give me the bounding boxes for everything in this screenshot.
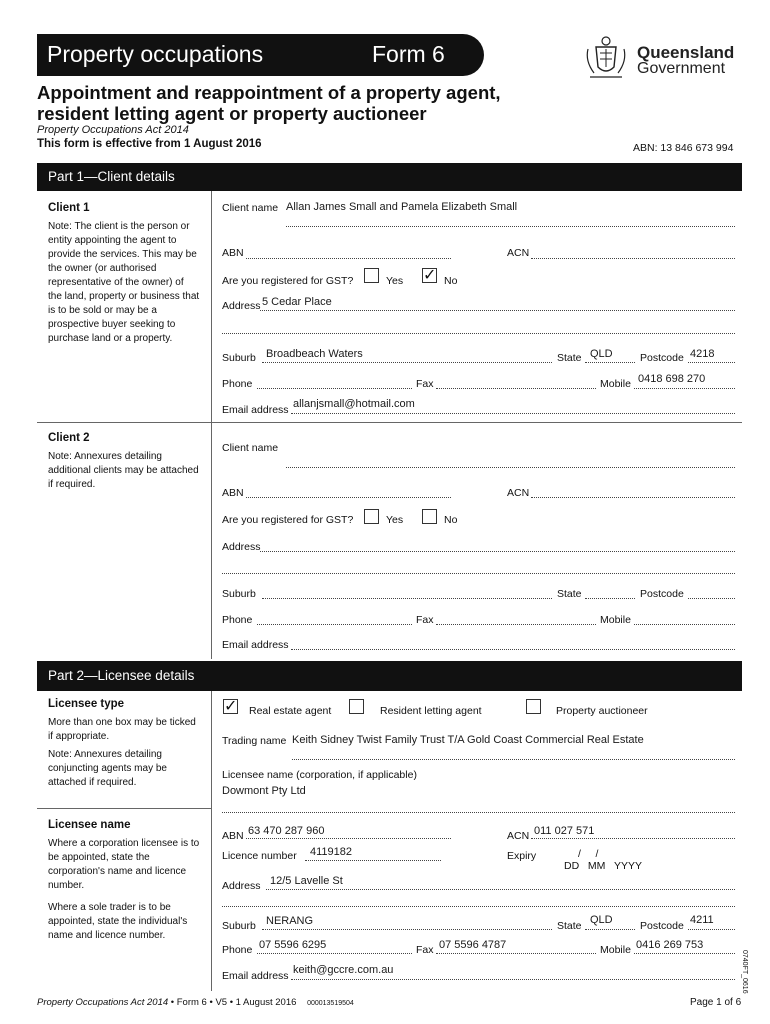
client1-address-line2	[222, 333, 735, 334]
client2-name-line[interactable]	[286, 467, 735, 468]
licensee-fax-label: Fax	[416, 944, 434, 956]
page-number: Page 1 of 6	[690, 997, 742, 1008]
licensee-acn-label: ACN	[507, 830, 530, 842]
effective-date: This form is effective from 1 August 2016	[37, 138, 262, 150]
trading-name-label: Trading name	[222, 735, 287, 747]
client1-sidebar: Client 1 Note: The client is the person or entity appointing the agent to provide the services. This may be the owner (or authorised representative of the owner) of the land, property or business that is to be sold or may be a prospective buyer seeking to purchase land or a property.	[48, 202, 200, 344]
licensee-acn-line	[531, 838, 735, 839]
client1-acn-label: ACN	[507, 247, 530, 259]
client1-mobile-value[interactable]: 0418 698 270	[638, 373, 706, 385]
client1-email-label: Email address	[222, 404, 289, 416]
client1-email-line	[291, 413, 735, 414]
footer-barcode-number: 000013519504	[307, 1000, 354, 1007]
trading-name-line	[292, 759, 735, 760]
licensee-email-line	[291, 979, 735, 980]
client2-phone-line[interactable]	[257, 624, 412, 625]
client1-phone-label: Phone	[222, 378, 253, 390]
licensee-type-sidebar: Licensee type More than one box may be ticked if appropriate. Note: Annexures detailing conjuncting agents may be attached if required.	[48, 698, 196, 788]
client1-suburb-label: Suburb	[222, 352, 256, 364]
licensee-phone-line	[257, 953, 412, 954]
form-number: Form 6	[372, 41, 445, 67]
client2-suburb-label: Suburb	[222, 588, 256, 600]
client1-name-line	[286, 226, 735, 227]
logo-government: Government	[637, 60, 726, 77]
client1-postcode-label: Postcode	[640, 352, 684, 364]
expiry-format: DD MM YYYY	[564, 860, 642, 872]
crest-icon	[582, 33, 630, 83]
client2-suburb-line[interactable]	[262, 598, 552, 599]
client2-state-line[interactable]	[585, 598, 635, 599]
licensee-phone-label: Phone	[222, 944, 253, 956]
licensee-email-label: Email address	[222, 970, 289, 982]
property-auctioneer-label: Property auctioneer	[556, 705, 648, 717]
client1-name-value[interactable]: Allan James Small and Pamela Elizabeth Small	[286, 201, 518, 213]
client1-gst-no-checkbox[interactable]: ✓	[423, 267, 437, 284]
client2-state-label: State	[557, 588, 582, 600]
licence-number-line	[305, 860, 441, 861]
client2-email-label: Email address	[222, 639, 289, 651]
licensee-name-sidebar: Licensee name Where a corporation licensee is to be appointed, state the corporation's name and licence number. Where a sole trader is to be appointed, state the individual's name and licence number.	[48, 819, 200, 941]
licensee-address-line2	[222, 906, 735, 907]
licensee-abn-line	[246, 838, 451, 839]
client2-gst-yes-checkbox[interactable]	[364, 509, 379, 524]
client2-acn-label: ACN	[507, 487, 530, 499]
licensee-abn-value[interactable]: 63 470 287 960	[248, 825, 325, 837]
client2-name-label: Client name	[222, 442, 279, 454]
client2-fax-line[interactable]	[436, 624, 596, 625]
client1-abn-label: ABN	[222, 247, 244, 259]
client1-fax-label: Fax	[416, 378, 434, 390]
licensee-postcode-value[interactable]: 4211	[690, 914, 714, 926]
expiry-label: Expiry	[507, 850, 537, 862]
client2-email-line[interactable]	[291, 649, 735, 650]
licensee-fax-value[interactable]: 07 5596 4787	[439, 939, 507, 951]
client2-address-label: Address	[222, 541, 261, 553]
expiry-date-input[interactable]: / /	[578, 848, 599, 860]
client2-abn-line[interactable]	[246, 497, 451, 498]
client-separator	[37, 422, 742, 423]
client1-name-label: Client name	[222, 202, 279, 214]
client1-state-line	[585, 362, 635, 363]
footer-info: • Form 6 • V5 • 1 August 2016	[170, 997, 297, 1008]
part1-heading: Part 1—Client details	[37, 163, 742, 191]
client1-email-value[interactable]: allanjsmall@hotmail.com	[293, 398, 415, 410]
licensee-postcode-label: Postcode	[640, 920, 684, 932]
client1-fax-line[interactable]	[436, 388, 596, 389]
client1-mobile-line	[634, 388, 735, 389]
client1-gst-yes-checkbox[interactable]	[364, 268, 379, 283]
licensee-address-line	[266, 889, 735, 890]
client1-postcode-value[interactable]: 4218	[690, 348, 715, 360]
client1-gst-yes-label: Yes	[386, 275, 404, 287]
client1-suburb-value[interactable]: Broadbeach Waters	[266, 348, 363, 360]
client1-mobile-label: Mobile	[600, 378, 631, 390]
client2-gst-no-checkbox[interactable]	[422, 509, 437, 524]
form-side-code: 0740FT_0616	[741, 950, 748, 994]
licensee-acn-value[interactable]: 011 027 571	[534, 825, 595, 837]
client2-mobile-label: Mobile	[600, 614, 631, 626]
logo-queensland: Queensland	[637, 43, 735, 62]
licensee-name-label: Licensee name (corporation, if applicable)	[222, 769, 417, 781]
licensee-mobile-line	[634, 953, 735, 954]
footer-act: Property Occupations Act 2014	[37, 997, 169, 1008]
client1-address-value[interactable]: 5 Cedar Place	[262, 296, 332, 308]
trading-name-value[interactable]: Keith Sidney Twist Family Trust T/A Gold Coast Commercial Real Estate	[292, 734, 644, 746]
licensee-name-value[interactable]: Dowmont Pty Ltd	[222, 785, 306, 797]
licence-number-value[interactable]: 4119182	[310, 846, 353, 858]
client1-abn-line[interactable]	[246, 258, 451, 259]
act-name: Property Occupations Act 2014	[37, 124, 189, 136]
licensee-name-line	[222, 812, 735, 813]
client1-address-line	[260, 310, 735, 311]
licensee-address-value[interactable]: 12/5 Lavelle St	[270, 875, 343, 887]
part1-divider	[211, 191, 212, 659]
licensee-separator	[37, 808, 211, 809]
abn-header: ABN: 13 846 673 994	[633, 142, 734, 154]
client2-acn-line[interactable]	[531, 497, 735, 498]
client1-postcode-line	[688, 362, 735, 363]
licensee-phone-value[interactable]: 07 5596 6295	[259, 939, 327, 951]
client1-state-value[interactable]: QLD	[590, 348, 613, 360]
resident-letting-agent-checkbox[interactable]	[349, 699, 364, 714]
licensee-mobile-label: Mobile	[600, 944, 631, 956]
client1-state-label: State	[557, 352, 582, 364]
licensee-state-label: State	[557, 920, 582, 932]
form-title: Property occupations	[47, 41, 264, 67]
footer-left	[37, 997, 354, 1008]
licensee-address-label: Address	[222, 880, 261, 892]
licensee-email-value[interactable]: keith@gccre.com.au	[293, 964, 394, 976]
client2-address-line[interactable]	[260, 551, 735, 552]
client2-fax-label: Fax	[416, 614, 434, 626]
licensee-mobile-value[interactable]: 0416 269 753	[636, 939, 704, 951]
licence-number-label: Licence number	[222, 850, 297, 862]
part2-divider	[211, 691, 212, 991]
client2-address-line2[interactable]	[222, 573, 735, 574]
client2-abn-label: ABN	[222, 487, 244, 499]
client1-acn-line[interactable]	[531, 258, 735, 259]
client2-gst-yes-label: Yes	[386, 514, 404, 526]
client1-phone-line[interactable]	[257, 388, 412, 389]
resident-letting-agent-label: Resident letting agent	[380, 705, 482, 717]
licensee-suburb-value[interactable]: NERANG	[266, 915, 314, 927]
client1-address-label: Address	[222, 300, 261, 312]
property-auctioneer-checkbox[interactable]	[526, 699, 541, 714]
client2-gst-label: Are you registered for GST?	[222, 514, 354, 526]
client2-phone-label: Phone	[222, 614, 253, 626]
client2-postcode-label: Postcode	[640, 588, 684, 600]
licensee-postcode-line	[688, 929, 735, 930]
real-estate-agent-checkbox[interactable]: ✓	[224, 698, 238, 715]
client2-gst-no-label: No	[444, 514, 458, 526]
licensee-state-value[interactable]: QLD	[590, 914, 613, 926]
licensee-suburb-line	[262, 929, 552, 930]
client2-postcode-line[interactable]	[688, 598, 735, 599]
licensee-state-line	[585, 929, 635, 930]
client1-suburb-line	[262, 362, 552, 363]
part2-heading: Part 2—Licensee details	[37, 661, 742, 691]
licensee-suburb-label: Suburb	[222, 920, 256, 932]
real-estate-agent-label: Real estate agent	[249, 705, 332, 717]
client2-mobile-line[interactable]	[634, 624, 735, 625]
licensee-abn-label: ABN	[222, 830, 244, 842]
client1-gst-label: Are you registered for GST?	[222, 275, 354, 287]
client1-gst-no-label: No	[444, 275, 458, 287]
client2-sidebar: Client 2 Note: Annexures detailing additional clients may be attached if required.	[48, 432, 199, 490]
form-subtitle: Appointment and reappointment of a property agent, resident letting agent or property auctioneer	[37, 82, 501, 124]
licensee-fax-line	[436, 953, 596, 954]
